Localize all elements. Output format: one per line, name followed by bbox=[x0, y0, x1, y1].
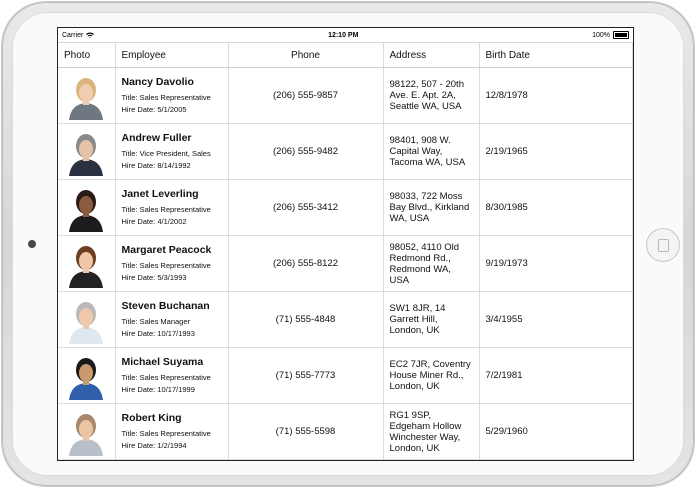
title-value: Vice President, Sales bbox=[139, 148, 211, 158]
address-text: 98033, 722 Moss Bay Blvd., Kirkland WA, USA bbox=[389, 191, 470, 224]
employee-hire-date bbox=[122, 384, 222, 396]
employee-cell[interactable] bbox=[115, 292, 228, 348]
address-text: SW1 8JR, 14 Garrett Hill, London, UK bbox=[389, 303, 446, 336]
birth-date-cell[interactable]: 9/19/1973 bbox=[479, 236, 633, 292]
employee-name: Janet Leverling bbox=[121, 187, 199, 200]
title-value: Sales Representative bbox=[139, 428, 211, 438]
address-cell[interactable] bbox=[383, 292, 479, 348]
title-prefix: Title: bbox=[121, 204, 140, 214]
title-value: Sales Manager bbox=[139, 316, 191, 326]
photo-cell[interactable] bbox=[58, 236, 115, 292]
address-cell[interactable] bbox=[383, 180, 479, 236]
title-value: Sales Representative bbox=[139, 92, 211, 102]
hire-value: 5/3/1993 bbox=[157, 272, 187, 282]
clock: 12:10 PM bbox=[328, 31, 359, 39]
employee-cell[interactable] bbox=[115, 348, 228, 404]
column-header-photo[interactable]: Photo bbox=[58, 43, 115, 68]
title-prefix: Title: bbox=[121, 428, 140, 438]
birth-date-cell[interactable]: 12/8/1978 bbox=[479, 68, 633, 124]
address-cell[interactable] bbox=[383, 348, 479, 404]
phone-cell[interactable]: (71) 555-5598 bbox=[228, 404, 383, 460]
table-row[interactable] bbox=[58, 124, 633, 180]
employee-photo bbox=[65, 184, 107, 232]
employee-photo bbox=[65, 352, 107, 400]
employee-title bbox=[122, 148, 222, 160]
employee-hire-date bbox=[122, 104, 222, 116]
column-header-phone[interactable]: Phone bbox=[228, 43, 383, 68]
birth-date-cell[interactable]: 8/30/1985 bbox=[479, 180, 633, 236]
photo-cell[interactable] bbox=[58, 348, 115, 404]
title-prefix: Title: bbox=[121, 316, 140, 326]
screen bbox=[57, 27, 634, 461]
address-text: RG1 9SP, Edgeham Hollow Winchester Way, London, UK bbox=[389, 409, 462, 454]
address-cell[interactable] bbox=[383, 124, 479, 180]
address-cell[interactable] bbox=[383, 68, 479, 124]
employee-photo bbox=[65, 128, 107, 176]
hire-prefix: Hire Date: bbox=[121, 216, 158, 226]
title-prefix: Title: bbox=[121, 260, 140, 270]
hire-prefix: Hire Date: bbox=[121, 440, 158, 450]
hire-value: 5/1/2005 bbox=[157, 104, 187, 114]
hire-value: 10/17/1993 bbox=[157, 328, 195, 338]
employee-hire-date bbox=[122, 328, 222, 340]
hire-value: 1/2/1994 bbox=[157, 440, 187, 450]
status-bar bbox=[58, 28, 633, 43]
hire-prefix: Hire Date: bbox=[121, 160, 158, 170]
column-header-address[interactable]: Address bbox=[383, 43, 479, 68]
birth-date-cell[interactable]: 5/29/1960 bbox=[479, 404, 633, 460]
header-row bbox=[58, 43, 633, 68]
home-button[interactable] bbox=[646, 228, 680, 262]
title-value: Sales Representative bbox=[139, 204, 211, 214]
title-value: Sales Representative bbox=[139, 260, 211, 270]
carrier-label: Carrier bbox=[62, 31, 84, 39]
phone-cell[interactable]: (206) 555-9857 bbox=[228, 68, 383, 124]
employee-photo bbox=[65, 72, 107, 120]
title-prefix: Title: bbox=[121, 372, 140, 382]
phone-cell[interactable]: (206) 555-8122 bbox=[228, 236, 383, 292]
hire-value: 8/14/1992 bbox=[157, 160, 191, 170]
battery-percent: 100% bbox=[592, 31, 610, 39]
employee-name: Robert King bbox=[121, 411, 182, 424]
photo-cell[interactable] bbox=[58, 180, 115, 236]
hire-value: 4/1/2002 bbox=[157, 216, 187, 226]
employee-cell[interactable] bbox=[115, 236, 228, 292]
employee-name: Steven Buchanan bbox=[121, 299, 210, 312]
camera-icon bbox=[28, 240, 36, 248]
phone-cell[interactable]: (206) 555-3412 bbox=[228, 180, 383, 236]
table-row[interactable] bbox=[58, 68, 633, 124]
employee-grid bbox=[58, 43, 633, 460]
table-row[interactable] bbox=[58, 236, 633, 292]
employee-name: Margaret Peacock bbox=[121, 243, 212, 256]
phone-cell[interactable]: (71) 555-7773 bbox=[228, 348, 383, 404]
employee-hire-date bbox=[122, 216, 222, 228]
hire-value: 10/17/1999 bbox=[157, 384, 195, 394]
table-row[interactable] bbox=[58, 180, 633, 236]
phone-cell[interactable]: (71) 555-4848 bbox=[228, 292, 383, 348]
table-row[interactable] bbox=[58, 292, 633, 348]
employee-cell[interactable] bbox=[115, 124, 228, 180]
home-square-icon bbox=[658, 239, 669, 252]
employee-hire-date bbox=[122, 160, 222, 172]
employee-title bbox=[122, 372, 222, 384]
employee-cell[interactable] bbox=[115, 180, 228, 236]
employee-cell[interactable] bbox=[115, 404, 228, 460]
employee-title bbox=[122, 92, 222, 104]
employee-photo bbox=[65, 408, 107, 456]
employee-cell[interactable] bbox=[115, 68, 228, 124]
address-cell[interactable] bbox=[383, 404, 479, 460]
employee-hire-date bbox=[122, 440, 222, 452]
hire-prefix: Hire Date: bbox=[121, 328, 158, 338]
employee-name: Michael Suyama bbox=[121, 355, 204, 368]
address-cell[interactable] bbox=[383, 236, 479, 292]
employee-name: Nancy Davolio bbox=[121, 75, 194, 88]
battery-icon bbox=[613, 31, 629, 39]
photo-cell[interactable] bbox=[58, 68, 115, 124]
employee-title bbox=[122, 260, 222, 272]
title-value: Sales Representative bbox=[139, 372, 211, 382]
phone-cell[interactable]: (206) 555-9482 bbox=[228, 124, 383, 180]
employee-title bbox=[122, 428, 222, 440]
hire-prefix: Hire Date: bbox=[121, 104, 158, 114]
title-prefix: Title: bbox=[121, 92, 140, 102]
birth-date-cell[interactable]: 2/19/1965 bbox=[479, 124, 633, 180]
employee-title bbox=[122, 204, 222, 216]
photo-cell[interactable] bbox=[58, 404, 115, 460]
table-row[interactable] bbox=[58, 404, 633, 460]
title-prefix: Title: bbox=[121, 148, 140, 158]
photo-cell[interactable] bbox=[58, 124, 115, 180]
address-text: 98401, 908 W. Capital Way, Tacoma WA, USA bbox=[389, 135, 466, 168]
address-text: EC2 7JR, Coventry House Miner Rd., London, UK bbox=[389, 359, 471, 392]
employee-title bbox=[122, 316, 222, 328]
column-header-employee[interactable]: Employee bbox=[115, 43, 228, 68]
address-text: 98122, 507 - 20th Ave. E. Apt. 2A, Seattle WA, USA bbox=[389, 79, 464, 112]
employee-hire-date bbox=[122, 272, 222, 284]
hire-prefix: Hire Date: bbox=[121, 272, 158, 282]
photo-cell[interactable] bbox=[58, 292, 115, 348]
column-header-birth-date[interactable]: Birth Date bbox=[479, 43, 633, 68]
wifi-icon bbox=[86, 32, 94, 38]
birth-date-cell[interactable]: 3/4/1955 bbox=[479, 292, 633, 348]
employee-name: Andrew Fuller bbox=[121, 131, 192, 144]
hire-prefix: Hire Date: bbox=[121, 384, 158, 394]
address-text: 98052, 4110 Old Redmond Rd., Redmond WA, USA bbox=[389, 241, 460, 286]
employee-photo bbox=[65, 296, 107, 344]
birth-date-cell[interactable]: 7/2/1981 bbox=[479, 348, 633, 404]
employee-photo bbox=[65, 240, 107, 288]
table-row[interactable] bbox=[58, 348, 633, 404]
